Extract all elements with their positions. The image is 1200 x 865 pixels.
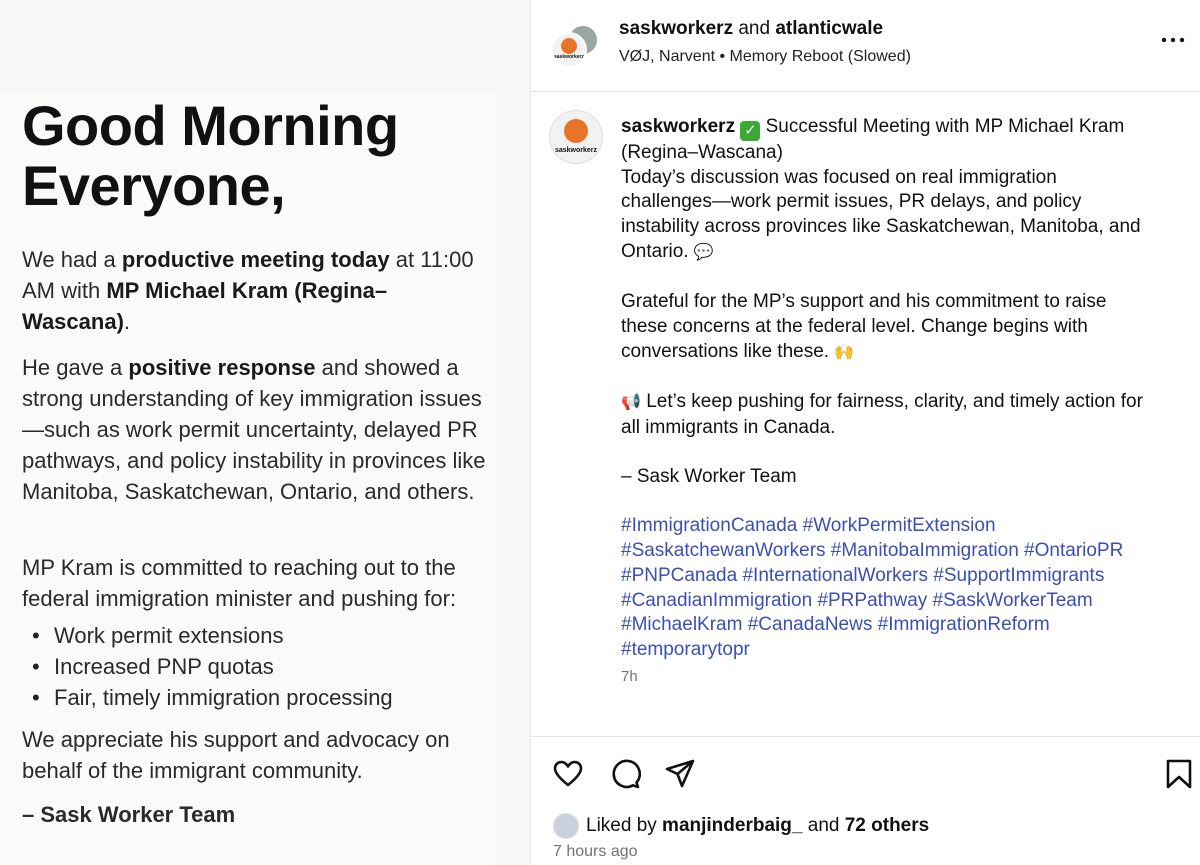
post-header [531,0,1200,92]
author-link-atlanticwale[interactable]: atlanticwale [775,18,884,39]
audio-track-link[interactable]: VØJ, Narvent • Memory Reboot (Slowed) [619,48,911,65]
avatar-badge-icon [561,38,577,54]
liked-by-text: Liked by manjinderbaig_ and 72 others [586,815,930,836]
avatar-badge-icon [564,119,588,143]
caption-line: all immigrants in Canada. [621,416,836,438]
caption-line: (Regina–Wascana) [621,142,783,163]
caption-username[interactable]: saskworkerz [621,116,736,137]
image-paragraph-4: We appreciate his support and advocacy on behalf of the immigrant community. [22,727,450,783]
author-link-saskworkerz[interactable]: saskworkerz [619,18,734,39]
caption-avatar[interactable] [549,110,603,164]
raised-hands-icon: 🙌 [834,343,855,361]
image-bullet-list [30,620,393,713]
caption-line: instability across provinces like Saskatchewan, Manitoba, and [621,216,1141,238]
image-signoff: – Sask Worker Team [22,802,236,827]
hashtag-line[interactable]: #temporarytopr [621,639,750,660]
more-horizontal-icon[interactable] [1161,36,1185,44]
hashtag-line[interactable]: #PNPCanada #InternationalWorkers #SupportImmigrants [621,564,1105,586]
send-icon[interactable] [664,758,696,790]
hashtag-line[interactable]: #ImmigrationCanada #WorkPermitExtension [621,515,996,537]
megaphone-icon: 📢 [621,394,641,411]
bullet-item: • Increased PNP quotas [30,651,393,682]
post-image[interactable] [0,0,530,865]
headline-line-2: Everyone, [22,154,286,217]
caption-blank [621,266,1181,291]
collab-avatars[interactable] [551,24,599,68]
heart-icon[interactable] [552,758,584,790]
caption-line: – Sask Worker Team [621,466,797,488]
author-joiner: and [738,18,771,39]
caption-line: challenges—work permit issues, PR delays, and policy [621,191,1082,213]
image-paragraph-2: He gave a positive response and showed a strong understanding of key immigration issues—such as work permit uncertainty, delayed PR pathways, and policy instability in provinces like Manitoba, Saskatchewan, Ontario, and others. [22,355,486,504]
caption-timestamp[interactable]: 7h [621,668,638,685]
image-paragraph-1: We had a productive meeting today at 11:00 AM with MP Michael Kram (Regina–Wascana). [22,247,474,334]
post-panel [530,0,1200,865]
liker-avatar[interactable] [553,813,579,839]
check-mark-icon: ✓ [740,121,760,141]
speech-bubble-icon: 💬 [693,243,714,261]
caption-blank [621,440,1181,465]
caption-line: Grateful for the MP’s support and his commitment to raise [621,291,1107,313]
caption-line: these concerns at the federal level. Change begins with [621,315,1088,337]
caption-line: 📢 Let’s keep pushing for fairness, clarity, and timely action for [621,390,1181,416]
image-paragraph-3: MP Kram is committed to reaching out to the federal immigration minister and pushing for: [22,555,457,611]
post-age[interactable]: 7 hours ago [553,843,638,860]
caption-line: Today’s discussion was focused on real immigration [621,166,1057,188]
avatar-badge-text: saskworkerz [554,147,598,154]
hashtag-line[interactable]: #CanadianImmigration #PRPathway #SaskWorkerTeam [621,589,1093,611]
caption-blank [621,365,1181,390]
comment-icon[interactable] [609,758,641,790]
likes-count-link[interactable]: 72 others [844,815,930,836]
caption-blank [621,490,1181,515]
post-caption [621,115,1181,663]
hashtag-line[interactable]: #MichaelKram #CanadaNews #ImmigrationReform [621,614,1050,636]
caption-line: Ontario. 💬 [621,240,1181,266]
bookmark-icon[interactable] [1163,758,1195,790]
avatar-badge-text: saskworkerz [553,54,585,60]
avatar-saskworkerz[interactable] [551,32,587,68]
headline-line-1: Good Morning [22,94,399,157]
caption-line: conversations like these. 🙌 [621,340,1181,366]
bullet-item: • Fair, timely immigration processing [30,682,393,713]
liker-username[interactable]: manjinderbaig_ [662,815,803,836]
bullet-item: • Work permit extensions [30,620,393,651]
hashtag-line[interactable]: #SaskatchewanWorkers #ManitobaImmigration #OntarioPR [621,540,1124,562]
actions-divider [531,736,1200,737]
post-authors [619,17,883,41]
image-headline [22,96,502,216]
caption-line: saskworkerz ✓ Successful Meeting with MP Michael Kram [621,116,1125,139]
